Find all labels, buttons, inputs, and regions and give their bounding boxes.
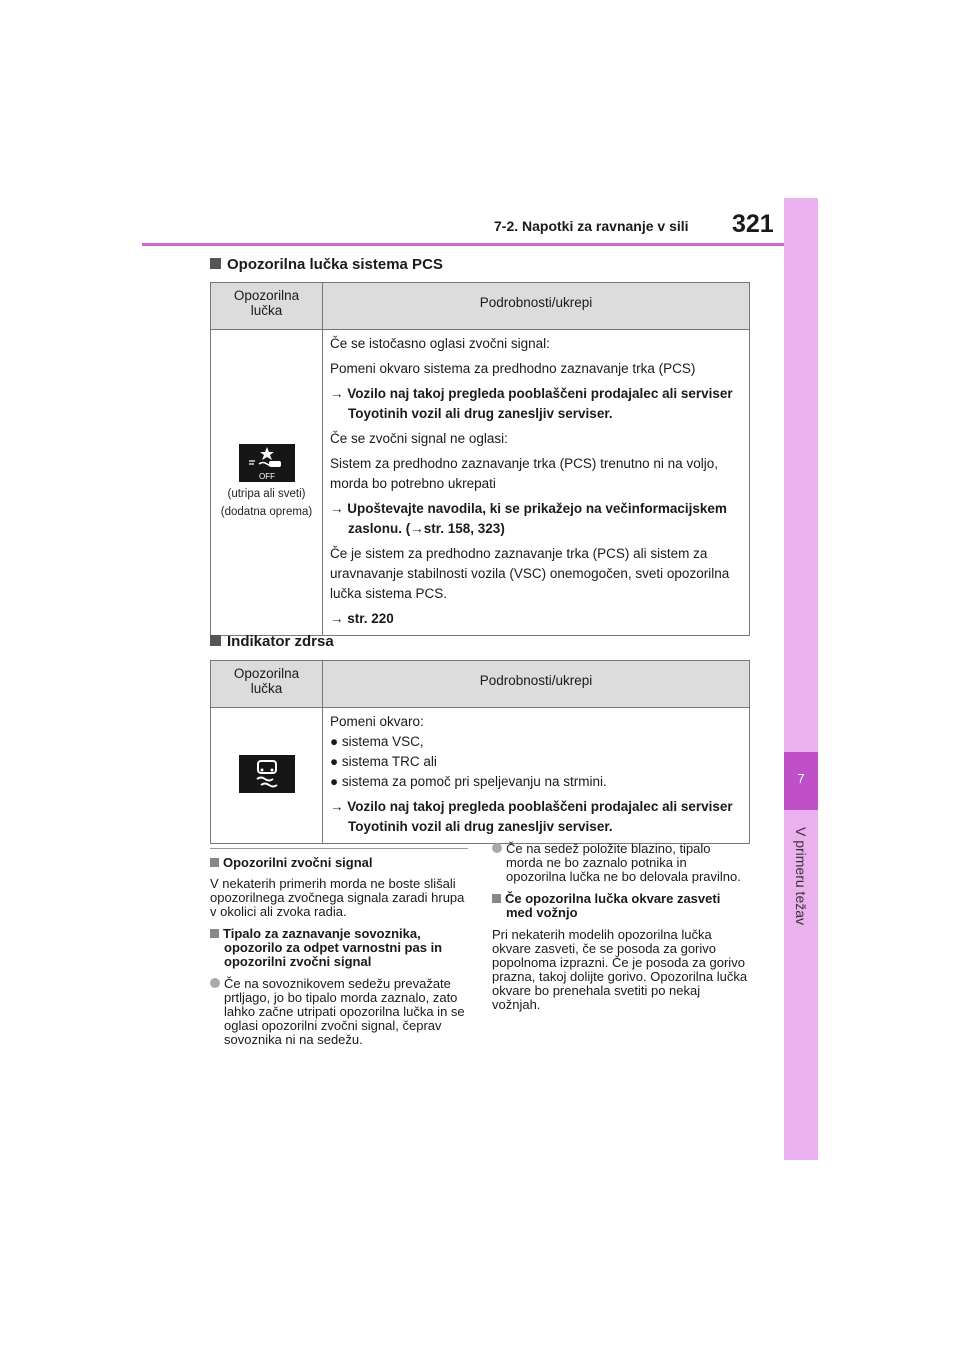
slip-details-cell (323, 708, 750, 844)
pcs-text: Če se istočasno oglasi zvočni signal: (330, 336, 550, 351)
pcs-action: → Upoštevajte navodila, ki se prikažejo na večinformacijskem zaslonu. (→str. 158, 323) (330, 501, 727, 536)
slip-indicator-icon (239, 755, 295, 793)
page-number: 321 (732, 210, 774, 238)
pcs-table (210, 282, 750, 636)
note-square-icon (210, 858, 219, 867)
lamp-column-header: Opozorilna lučka (211, 283, 323, 330)
notes-left-column (210, 856, 466, 1047)
note-bullet (210, 977, 466, 1047)
note-text: V nekaterih primerih morda ne boste slišali opozorilnega zvočnega signala zaradi hrupa v okolici ali zvoka radia. (210, 876, 465, 919)
slip-action: → Vozilo naj takoj pregleda pooblaščeni prodajalec ali serviser Toyotinih vozil ali drug zanesljiv serviser. (330, 799, 733, 834)
lamp-column-header: Opozorilna lučka (211, 661, 323, 708)
header-rule (142, 243, 784, 246)
slip-heading (210, 633, 334, 650)
bullet-dot-icon (210, 978, 220, 988)
pcs-heading (210, 256, 443, 273)
note-text: Pri nekaterih modelih opozorilna lučka okvare zasveti, če se posoda za gorivo popolnoma izprazni. Če je posoda za gorivo prazna, takoj dolijte gorivo. Opozorilna lučka okvare bo prenehala svetiti po nekaj vožnjah. (492, 927, 748, 1012)
note-bullet-text: Če na sovoznikovem sedežu prevažate prtljago, jo bo tipalo morda zaznalo, zato lahko začne utripati opozorilna lučka in se oglasi opozorilni zvočni signal, čeprav sovoznika ni na sedežu. (224, 976, 465, 1047)
note-heading (210, 927, 466, 969)
note-heading-text: Opozorilni zvočni signal (223, 855, 373, 870)
chapter-number: 7 (797, 771, 805, 786)
slip-bullet: ● sistema TRC ali (330, 754, 437, 769)
note-bullet (492, 842, 748, 884)
details-column-header: Podrobnosti/ukrepi (323, 661, 750, 708)
svg-text:OFF: OFF (258, 472, 275, 481)
pcs-text: Sistem za predhodno zaznavanje trka (PCS) trenutno ni na voljo, morda bo potrebno ukrepati (330, 456, 718, 491)
slip-heading-text: Indikator zdrsa (227, 633, 334, 650)
pcs-page-reference: → str. 220 (330, 611, 394, 626)
pcs-off-icon (239, 444, 295, 482)
note-heading-text: Tipalo za zaznavanje sovoznika, opozorilo za odpet varnostni pas in opozorilni zvočni signal (223, 926, 443, 969)
slip-bullet: ● sistema za pomoč pri speljevanju na strmini. (330, 774, 607, 789)
slip-lamp-cell (211, 708, 323, 844)
slip-text: Pomeni okvaro: (330, 714, 424, 729)
pcs-lamp-cell (211, 330, 323, 636)
pcs-details-cell (323, 330, 750, 636)
bullet-dot-icon (492, 843, 502, 853)
notes-right-column (492, 842, 748, 1012)
pcs-text: Če se zvočni signal ne oglasi: (330, 431, 508, 446)
slip-bullet: ● sistema VSC, (330, 734, 424, 749)
pcs-action: → Vozilo naj takoj pregleda pooblaščeni prodajalec ali serviser Toyotinih vozil ali drug zanesljiv serviser. (330, 386, 733, 421)
note-heading (492, 892, 748, 920)
lamp-caption-optional: (dodatna oprema) (220, 506, 313, 518)
heading-square-icon (210, 258, 221, 269)
pcs-text: Pomeni okvaro sistema za predhodno zaznavanje trka (PCS) (330, 361, 696, 376)
chapter-title: V primeru težav (793, 826, 809, 926)
pcs-text: Če je sistem za predhodno zaznavanje trka (PCS) ali sistem za uravnavanje stabilnosti vozila (VSC) onemogočen, sveti opozorilna lučka sistema PCS. (330, 546, 730, 601)
slip-table (210, 660, 750, 844)
note-heading (210, 856, 466, 870)
note-square-icon (492, 894, 501, 903)
note-square-icon (210, 929, 219, 938)
lamp-caption-blink: (utripa ali sveti) (227, 488, 306, 500)
heading-square-icon (210, 635, 221, 646)
section-title: 7-2. Napotki za ravnanje v sili (494, 218, 689, 234)
note-heading-text: Če opozorilna lučka okvare zasveti med vožnjo (505, 891, 721, 920)
notes-divider (210, 848, 468, 849)
chapter-sidebar (784, 198, 818, 1160)
note-bullet-text: Če na sedež položite blazino, tipalo morda ne bo zaznalo potnika in opozorilna lučka ne bo delovala pravilno. (506, 841, 741, 884)
details-column-header: Podrobnosti/ukrepi (323, 283, 750, 330)
pcs-heading-text: Opozorilna lučka sistema PCS (227, 256, 443, 273)
